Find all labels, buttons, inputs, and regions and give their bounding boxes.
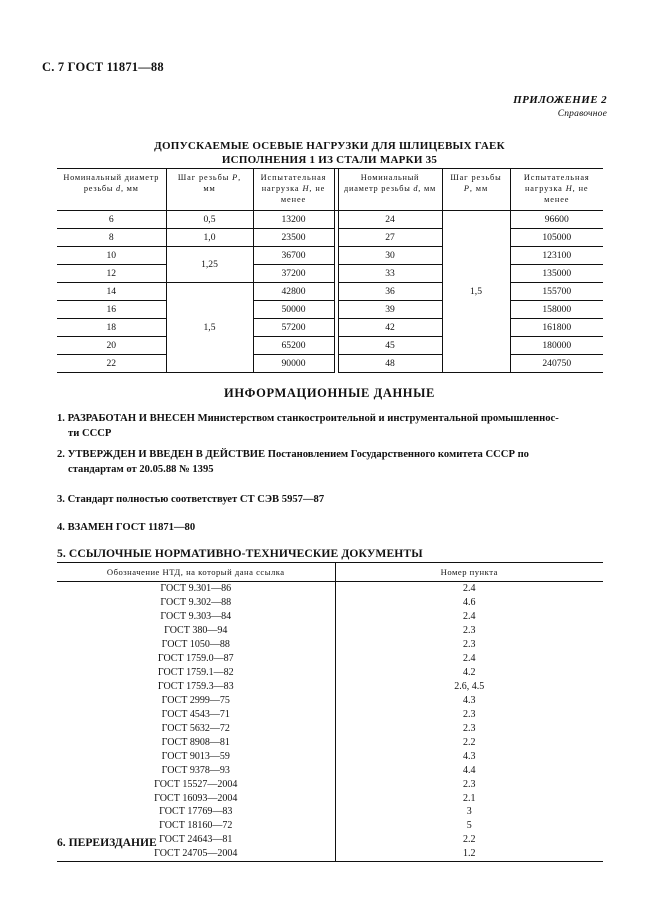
cell-pitch-left: 1,25 xyxy=(166,246,253,282)
header-load-post-right: , не менее xyxy=(544,184,589,205)
cell-clause-number: 4.2 xyxy=(335,665,603,679)
cell-load-left: 65200 xyxy=(253,336,334,354)
information-data-heading: ИНФОРМАЦИОННЫЕ ДАННЫЕ xyxy=(224,386,435,400)
cell-document-designation: ГОСТ 17769—83 xyxy=(159,806,233,818)
table-row xyxy=(57,791,603,805)
cell-diameter-left: 18 xyxy=(57,318,166,336)
cell-document-designation: ГОСТ 1759.1—82 xyxy=(157,666,234,678)
header-load-symbol-left: H xyxy=(302,184,310,194)
table-row xyxy=(57,735,603,749)
cell-diameter-left: 12 xyxy=(57,264,166,282)
table-row xyxy=(57,777,603,791)
cell-diameter-left: 8 xyxy=(57,228,166,246)
table-row xyxy=(57,623,603,637)
cell-diameter-left: 10 xyxy=(57,246,166,264)
cell-clause-number: 5 xyxy=(335,819,603,833)
ref-table-header-row xyxy=(57,563,603,582)
cell-document-designation: ГОСТ 2999—75 xyxy=(161,694,230,706)
cell-diameter-right: 39 xyxy=(338,300,442,318)
cell-diameter-right: 33 xyxy=(338,264,442,282)
table-row xyxy=(57,651,603,665)
cell-document-designation: ГОСТ 1759.3—83 xyxy=(157,680,234,692)
header-test-load-right xyxy=(510,169,603,211)
header-diameter-symbol-right: d xyxy=(413,184,419,194)
cell-pitch-left: 0,5 xyxy=(166,210,253,228)
table-row xyxy=(57,282,603,300)
info-item-1-line1: 1. РАЗРАБОТАН И ВНЕСЕН Министерством станкостроительной и инструментальной промышленнос- xyxy=(57,413,559,424)
cell-diameter-right: 27 xyxy=(338,228,442,246)
cell-clause-number: 3 xyxy=(335,805,603,819)
cell-document-designation: ГОСТ 9013—59 xyxy=(161,750,230,762)
header-thread-pitch-right xyxy=(442,169,510,211)
header-load-symbol-right: H xyxy=(565,184,573,194)
loads-table-header-row xyxy=(57,169,603,211)
cell-diameter-right: 48 xyxy=(338,354,442,372)
cell-diameter-left: 14 xyxy=(57,282,166,300)
cell-document-designation: ГОСТ 9.302—88 xyxy=(160,596,232,608)
cell-clause-number: 2.3 xyxy=(335,777,603,791)
header-load-post-left: , не менее xyxy=(280,184,326,205)
cell-clause-number: 2.4 xyxy=(335,581,603,595)
loads-table-caption-line2: ИСПОЛНЕНИЯ 1 ИЗ СТАЛИ МАРКИ 35 xyxy=(221,154,438,167)
header-nominal-diameter-right xyxy=(338,169,442,211)
cell-document-designation: ГОСТ 1759.0—87 xyxy=(157,652,234,664)
header-diameter-pre-right: Номинальный диаметр резьбы xyxy=(344,173,420,194)
cell-clause-number: 2.3 xyxy=(335,637,603,651)
cell-diameter-right: 36 xyxy=(338,282,442,300)
table-row xyxy=(57,763,603,777)
header-pitch-pre-right: Шаг резьбы xyxy=(450,173,502,182)
cell-load-left: 50000 xyxy=(253,300,334,318)
table-row xyxy=(57,300,603,318)
table-row xyxy=(57,318,603,336)
table-row xyxy=(57,693,603,707)
cell-load-left: 37200 xyxy=(253,264,334,282)
loads-table-caption xyxy=(0,139,659,167)
cell-document-designation: ГОСТ 8908—81 xyxy=(161,736,230,748)
cell-document-designation: ГОСТ 380—94 xyxy=(164,624,228,636)
table-row xyxy=(57,210,603,228)
cell-clause-number: 4.4 xyxy=(335,763,603,777)
cell-load-left: 90000 xyxy=(253,354,334,372)
header-nominal-diameter-left xyxy=(57,169,166,211)
header-load-pre-right: Испытательная нагрузка xyxy=(523,173,590,194)
cell-document-designation: ГОСТ 9.301—86 xyxy=(160,582,232,594)
appendix-marker xyxy=(513,93,607,121)
table-row xyxy=(57,819,603,833)
cell-clause-number: 2.6, 4.5 xyxy=(335,679,603,693)
running-head: С. 7 ГОСТ 11871—88 xyxy=(42,60,164,74)
cell-clause-number: 2.1 xyxy=(335,791,603,805)
table-row xyxy=(57,595,603,609)
ref-table-body xyxy=(57,581,603,861)
cell-diameter-left: 6 xyxy=(57,210,166,228)
cell-load-right: 158000 xyxy=(510,300,603,318)
table-row xyxy=(57,336,603,354)
cell-clause-number: 2.2 xyxy=(335,833,603,847)
cell-load-right: 155700 xyxy=(510,282,603,300)
cell-document-designation: ГОСТ 9.303—84 xyxy=(160,610,232,622)
cell-load-left: 42800 xyxy=(253,282,334,300)
ref-header-clause: Номер пункта xyxy=(335,563,603,582)
appendix-label: ПРИЛОЖЕНИЕ 2 xyxy=(513,94,607,106)
axial-loads-table xyxy=(57,168,603,373)
loads-table-body xyxy=(57,210,603,372)
cell-load-left: 23500 xyxy=(253,228,334,246)
table-row xyxy=(57,228,603,246)
cell-clause-number: 2.4 xyxy=(335,651,603,665)
info-item-2 xyxy=(57,447,643,478)
header-pitch-pre-left: Шаг резьбы xyxy=(177,173,233,182)
info-item-2-line2: стандартам от 20.05.88 № 1395 xyxy=(68,464,214,476)
cell-load-right: 161800 xyxy=(510,318,603,336)
header-pitch-symbol-left: P xyxy=(232,173,239,182)
cell-load-right: 123100 xyxy=(510,246,603,264)
cell-load-right: 180000 xyxy=(510,336,603,354)
info-item-1-line2: ти СССР xyxy=(68,428,112,440)
cell-diameter-left: 20 xyxy=(57,336,166,354)
cell-clause-number: 4.3 xyxy=(335,749,603,763)
cell-document-designation: ГОСТ 1050—88 xyxy=(161,638,230,650)
header-pitch-symbol-right: P xyxy=(463,184,470,194)
cell-clause-number: 2.2 xyxy=(335,735,603,749)
cell-clause-number: 4.3 xyxy=(335,693,603,707)
loads-table-caption-line1: ДОПУСКАЕМЫЕ ОСЕВЫЕ НАГРУЗКИ ДЛЯ ШЛИЦЕВЫХ ГАЕК xyxy=(154,140,505,152)
info-item-3: 3. Стандарт полностью соответствует СТ СЭВ 5957—87 xyxy=(57,494,325,505)
info-item-5: 5. ССЫЛОЧНЫЕ НОРМАТИВНО-ТЕХНИЧЕСКИЕ ДОКУМЕНТЫ xyxy=(57,547,423,560)
cell-document-designation: ГОСТ 5632—72 xyxy=(161,722,230,734)
cell-diameter-right: 24 xyxy=(338,210,442,228)
info-item-4: 4. ВЗАМЕН ГОСТ 11871—80 xyxy=(57,522,196,533)
cell-diameter-right: 45 xyxy=(338,336,442,354)
table-row xyxy=(57,354,603,372)
cell-pitch-left: 1,5 xyxy=(166,282,253,372)
cell-document-designation: ГОСТ 24643—81 xyxy=(159,834,233,846)
cell-document-designation: ГОСТ 9378—93 xyxy=(161,764,230,776)
header-load-pre-left: Испытательная нагрузка xyxy=(260,173,327,194)
table-row xyxy=(57,665,603,679)
cell-pitch-right: 1,5 xyxy=(442,210,510,372)
table-row xyxy=(57,805,603,819)
cell-load-right: 105000 xyxy=(510,228,603,246)
cell-clause-number: 2.3 xyxy=(335,707,603,721)
cell-pitch-left: 1,0 xyxy=(166,228,253,246)
header-diameter-post-left: , мм xyxy=(120,184,139,194)
table-row xyxy=(57,609,603,623)
header-pitch-post-left: , мм xyxy=(203,173,242,194)
info-item-6: 6. ПЕРЕИЗДАНИЕ xyxy=(57,836,157,849)
table-row xyxy=(57,707,603,721)
table-row xyxy=(57,637,603,651)
cell-load-right: 135000 xyxy=(510,264,603,282)
cell-document-designation: ГОСТ 24705—2004 xyxy=(57,847,335,861)
cell-document-designation: ГОСТ 4543—71 xyxy=(161,708,230,720)
cell-document-designation: ГОСТ 18160—72 xyxy=(159,820,233,832)
table-row xyxy=(57,749,603,763)
cell-diameter-right: 42 xyxy=(338,318,442,336)
header-pitch-post-right: , мм xyxy=(469,184,489,194)
appendix-kind: Справочное xyxy=(557,108,607,119)
cell-document-designation: ГОСТ 16093—2004 xyxy=(154,792,238,804)
header-diameter-symbol-left: d xyxy=(116,184,121,194)
cell-load-left: 36700 xyxy=(253,246,334,264)
table-row xyxy=(57,721,603,735)
cell-load-left: 57200 xyxy=(253,318,334,336)
reference-documents-table xyxy=(57,562,603,862)
header-diameter-pre-left: Номинальный диаметр резьбы xyxy=(63,173,160,194)
info-item-2-line1: 2. УТВЕРЖДЕН И ВВЕДЕН В ДЕЙСТВИЕ Постановлением Государственного комитета СССР по xyxy=(57,449,529,460)
header-thread-pitch-left xyxy=(166,169,253,211)
table-row xyxy=(57,264,603,282)
info-item-1 xyxy=(57,411,643,442)
cell-diameter-left: 16 xyxy=(57,300,166,318)
header-diameter-post-right: , мм xyxy=(418,184,436,194)
ref-header-document: Обозначение НТД, на который дана ссылка xyxy=(57,563,335,582)
cell-load-left: 13200 xyxy=(253,210,334,228)
cell-clause-number: 4.6 xyxy=(335,595,603,609)
cell-diameter-right: 30 xyxy=(338,246,442,264)
cell-diameter-left: 22 xyxy=(57,354,166,372)
table-row xyxy=(57,679,603,693)
cell-clause-number: 1.2 xyxy=(335,847,603,861)
cell-load-right: 240750 xyxy=(510,354,603,372)
cell-document-designation: ГОСТ 15527—2004 xyxy=(154,778,238,790)
cell-load-right: 96600 xyxy=(510,210,603,228)
header-test-load-left xyxy=(253,169,334,211)
cell-clause-number: 2.3 xyxy=(335,721,603,735)
cell-clause-number: 2.3 xyxy=(335,623,603,637)
table-row xyxy=(57,246,603,264)
table-row xyxy=(57,581,603,595)
cell-clause-number: 2.4 xyxy=(335,609,603,623)
